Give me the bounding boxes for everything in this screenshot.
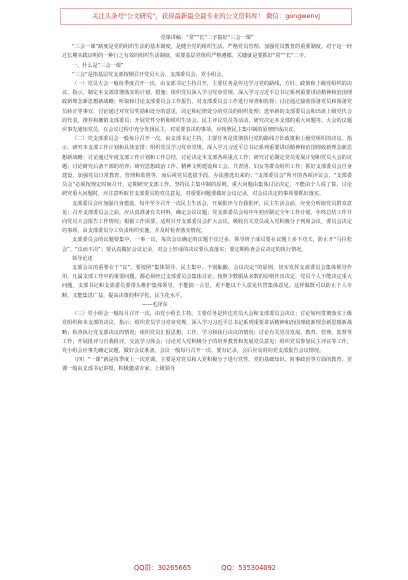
paragraph: （四）“一课”就是每季度上一次党课，主要是对党员和入党积极分子进行党性、党的基础知识、时事政治等方面的教育。党课一般由支部书记讲授，积极邀请专家、上级领导: [62, 357, 352, 373]
paragraph: （一）党员大会一般每季度召开一次，由支部书记主持召开，主要任务是传达学习党的路线、方针、政策和上级党组织的决议、指示，制定本支部贯彻落实的计划、措施；组织党员深入学习党章党规、深入学习习近平总书记系列重要讲话精神和治国理政新理念新思想新战略；听取和讨论支部委员会工作报告，对支部委员会工作进行审查和监督；讨论通过接收预备党员和预备党员转正等事宜，讨论通过对党员奖励和处分的意见，决定和纪律处分的党员的组织处理；选举新的支部委员会和出席上级党代会的代表，推荐和撤销支部委员；开展党性分析和组织生活会、民主评议党员等活动，研究决定本支部的重大问题等。大会的议题应事先通知党员，在会议过程中充分发扬民主，对需要表决的事项，应按照民主集中制的原则形成决议。: [62, 81, 352, 134]
qq-text: QQ：535304092: [221, 564, 276, 572]
section-heading: 一、什么是“三会一课”: [72, 62, 124, 69]
quote-paragraph: 支部会议的重要在于“议”，要按照“集体领导、民主集中、个别酝酿、会议决定”的原则，切实发挥支部委员会集体领导作用，凡属支部工作中的重要问题，都必须经过支部委员会集体讨论，按照少数服从多数的原则作出决定，党员个人不能决定重大问题，支部书记和支部委员要带头维护集体领导，不能搞一言堂，更不能以个人意见代替集体意见。这样做既可以防止个人专断，又能集思广益，提高决策的科学化、民主化水平。: [62, 265, 352, 299]
paragraph: 支部委员会应加强自身建设，每年至少召开一次民主生活会，开展批评与自我批评，民主生活会前，应充分听取党员群众意见；召开支部委员会之前，应认真准备有关材料，确定会议议题；党支部委员会每年年初应制定全年工作计划，年终总结工作并向党员大会报告工作情况；根据工作需要，适时召开支部委员会扩大会议，吸收有关党员或入党积极分子列席会议，委员会决定的事项，由支部委员分工负责组织实施，并及时检查落实情况。: [62, 200, 352, 235]
qq-group-text: QQ群：30265665: [134, 564, 192, 572]
document-title: 党课讲稿：“常”“长”二字搞好“三会一课”: [160, 35, 254, 41]
document-body: [62, 34, 352, 552]
paragraph: “三会”是指基层党支部按期召开党员大会、支部委员会、党小组会。: [72, 71, 227, 78]
paragraph: （二）党支部委员会一般每月召开一次，由支部书记主持，主要任务是贯彻执行党的路线方针政策和上级党组织的决议、指示，研究本支部工作计划和具体安排；组织党员学习党章党规、深入学习习近平总书记系列重要讲话精神和治国理政新理念新思想新战略；讨论通过年度支部工作计划和工作总结，讨论决定本支部各项重点工作；研究讨论制定党员发展计划和党员大会的议题；讨论研究后备干部的培养；研究思想政治工作、精神文明建设和工会、共青团、妇女等群众组织工作；抓好支部委员会自身建设，加强党员日常教育、管理和监督等，而后视党员选拔手段、办法推选出来的；“支部委员会”所开的各项评议会，“支部委员会”必须按规定时间召开，定期研究支部工作，坚持民主集中制的原则，重大问题由集体讨论决定，不能由个人说了算。讨论研究重大问题时，应注意听取非支部委员的党员意见，对重要问题要做好会议记录，对会议决定的事项要抓好落实。: [62, 136, 352, 198]
paragraph: “三会一课”制度是党的组织生活的基本制度，是健全党的组织生活、严格党员管理、加强党员教育的重要制度。对于这一经过长期实践证明的一种行之有效的组织生活制度，需要基层党组织严格遵循。关键就是要抓好“常”“长”二字。: [62, 44, 352, 60]
promo-banner: 关注头条号"公文研究"，获得最新最全最专业的公文资料库！ 微信：gongwenvj: [60, 8, 352, 25]
quote-attribution: ——毛泽东: [142, 301, 168, 308]
paragraph: 支部委员会的议题要集中，一事一议，每次会议确定的议题不宜过多，领导班子成员要在议题上多下功夫，防止开“马拉松会”、“议而不决”；要认真做好会议记录，对会上形成的决议要认真落实；要定期检查会议决定的执行情况。: [62, 237, 352, 253]
paragraph: （三）党小组会一般每月召开一次，由党小组长主持。主要任务是传达党员大会和支部委员会决议；讨论如何贯彻落实上级党组织和本支部的决议、指示；组织党员学习党章党规、深入学习习近平总书记系列重要讲话精神和治国理政新理念新思想新战略；检查执行党支部决议的情况；组织党员汇报思想、工作、学习和执行决议的情况；讨论有关党员发展、教育、管理、监督等工作；开展批评与自我批评，交流学习体会；讨论对入党积极分子的培养教育和发展党员意见；组织党员参加民主评议等工作，党小组会应事先确定议题，做好会议准备，会议一般每月召开一次，要有记录，会后应及时向党支部报告会议情况。: [62, 311, 352, 354]
section-heading: 领导论述: [72, 255, 93, 262]
contact-footer: [40, 561, 370, 575]
